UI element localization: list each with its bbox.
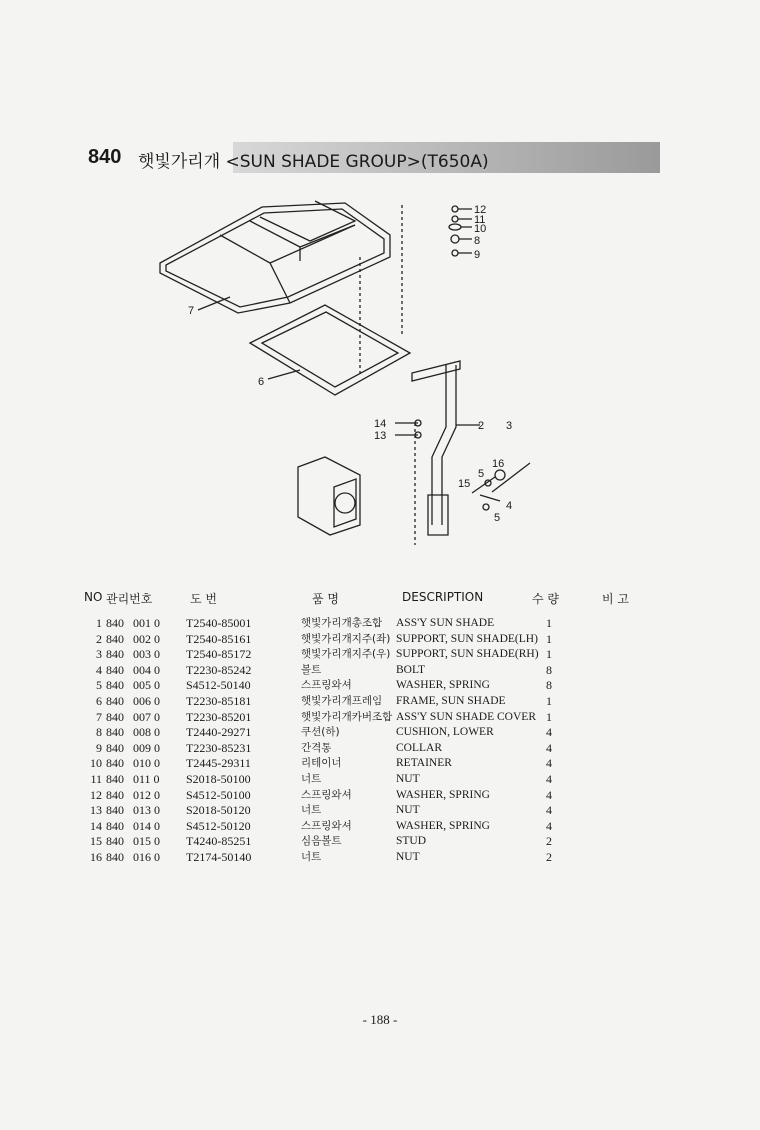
cell-seq: 005 0 [133, 678, 160, 693]
cell-qty: 8 [546, 678, 552, 693]
cell-no: 14 [90, 818, 102, 833]
cell-korean-name: 스프링와셔 [301, 788, 352, 801]
exploded-parts-diagram [150, 195, 570, 565]
cell-part-number: T2445-29311 [186, 756, 251, 771]
header-remark: 비 고 [602, 592, 629, 606]
cell-korean-name: 심음볼트 [301, 835, 342, 848]
cell-korean-name: 햇빛가리개총조합 [301, 617, 383, 629]
cell-qty: 4 [546, 740, 552, 755]
cell-description: NUT [396, 804, 420, 817]
cell-description: COLLAR [396, 741, 442, 754]
table-row [88, 756, 568, 772]
cell-qty: 4 [546, 771, 552, 786]
cell-qty: 1 [546, 631, 552, 646]
cell-description: NUT [396, 772, 420, 785]
table-row [88, 741, 568, 757]
cell-group: 840 [106, 834, 124, 849]
cell-no: 13 [90, 803, 102, 818]
cell-korean-name: 스프링와셔 [301, 679, 352, 692]
cell-no: 10 [90, 756, 102, 771]
cell-group: 840 [106, 631, 124, 646]
cell-qty: 8 [546, 662, 552, 677]
cell-part-number: T2540-85161 [186, 631, 252, 646]
cell-group: 840 [106, 740, 124, 755]
page-number: - 188 - [362, 1012, 398, 1027]
cell-description: WASHER, SPRING [396, 819, 490, 832]
cell-description: WASHER, SPRING [396, 679, 490, 692]
cell-no: 9 [96, 740, 102, 755]
cell-part-number: S2018-50100 [186, 771, 251, 786]
section-number: 840 [88, 146, 122, 168]
cell-qty: 4 [546, 725, 552, 740]
cell-seq: 013 0 [133, 803, 160, 818]
header-drawing: 도 번 [190, 592, 217, 606]
cell-group: 840 [106, 818, 124, 833]
cell-korean-name: 햇빛가리개프레임 [301, 694, 383, 707]
table-header [84, 590, 644, 608]
diagram-label: 14 [374, 418, 387, 430]
table-row [88, 710, 568, 726]
cell-qty: 1 [546, 709, 552, 724]
cell-part-number: S4512-50100 [186, 787, 251, 802]
cell-group: 840 [106, 693, 124, 708]
table-row [88, 834, 568, 850]
cell-group: 840 [106, 647, 124, 662]
cell-qty: 1 [546, 616, 552, 630]
cell-seq: 004 0 [133, 662, 160, 677]
cell-qty: 2 [546, 849, 552, 864]
cell-korean-name: 너트 [301, 772, 322, 785]
cell-part-number: T2540-85001 [186, 616, 252, 630]
cell-no: 2 [96, 631, 102, 646]
cell-qty: 1 [546, 647, 552, 662]
cell-part-number: T2540-85172 [186, 647, 252, 662]
cell-part-number: T2440-29271 [186, 725, 252, 740]
cell-part-number: S4512-50120 [186, 818, 251, 833]
table-row [88, 632, 568, 648]
diagram-label: 11 [474, 214, 486, 226]
table-row [88, 725, 568, 741]
cell-description: SUPPORT, SUN SHADE(LH) [396, 632, 538, 645]
cell-no: 6 [96, 693, 102, 708]
table-row [88, 616, 568, 632]
cell-seq: 012 0 [133, 787, 160, 802]
cell-no: 1 [96, 616, 102, 630]
cell-part-number: T2230-85242 [186, 662, 252, 677]
cell-korean-name: 쿠션(하) [301, 726, 340, 739]
cell-part-number: T2230-85231 [186, 740, 252, 755]
cell-group: 840 [106, 803, 124, 818]
cell-korean-name: 너트 [301, 804, 322, 817]
diagram-label: 12 [474, 204, 487, 216]
cell-description: SUPPORT, SUN SHADE(RH) [396, 648, 539, 661]
diagram-label: 4 [506, 500, 513, 512]
cell-part-number: S2018-50120 [186, 803, 251, 818]
cell-seq: 009 0 [133, 740, 160, 755]
cell-seq: 001 0 [133, 616, 160, 630]
cell-seq: 010 0 [133, 756, 160, 771]
diagram-label: 6 [258, 376, 265, 388]
cell-group: 840 [106, 678, 124, 693]
cell-seq: 015 0 [133, 834, 160, 849]
diagram-label: 13 [374, 430, 387, 442]
diagram-label: 9 [474, 249, 481, 261]
cell-description: FRAME, SUN SHADE [396, 694, 506, 707]
cell-no: 16 [90, 849, 102, 864]
cell-part-number: T4240-85251 [186, 834, 252, 849]
cell-korean-name: 스프링와셔 [301, 819, 352, 832]
cell-seq: 007 0 [133, 709, 160, 724]
cell-group: 840 [106, 616, 124, 630]
table-row [88, 647, 568, 663]
cell-korean-name: 볼트 [301, 663, 322, 676]
header-name: 품 명 [312, 592, 339, 606]
cell-group: 840 [106, 787, 124, 802]
diagram-label: 2 [478, 420, 485, 432]
cell-no: 3 [96, 647, 102, 662]
cell-korean-name: 햇빛가리개지주(우) [301, 648, 391, 661]
section-header [88, 140, 660, 174]
header-qty: 수 량 [532, 592, 559, 606]
cell-korean-name: 간격통 [301, 741, 332, 754]
cell-korean-name: 너트 [301, 850, 322, 863]
table-row [88, 694, 568, 710]
cell-seq: 011 0 [133, 771, 160, 786]
diagram-label: 5 [494, 512, 501, 524]
cell-description: ASS'Y SUN SHADE COVER [396, 710, 536, 723]
diagram-label: 15 [458, 478, 471, 490]
cell-description: STUD [396, 835, 427, 848]
table-row [88, 663, 568, 679]
cell-group: 840 [106, 849, 124, 864]
section-title: 햇빛가리개 <SUN SHADE GROUP>(T650A) [138, 152, 489, 172]
cell-part-number: T2230-85201 [186, 709, 252, 724]
cell-part-number: T2174-50140 [186, 849, 252, 864]
cell-no: 8 [96, 725, 102, 740]
cell-seq: 016 0 [133, 849, 160, 864]
cell-seq: 006 0 [133, 693, 160, 708]
cell-seq: 014 0 [133, 818, 160, 833]
table-row [88, 772, 568, 788]
parts-table [88, 616, 568, 866]
cell-qty: 4 [546, 756, 552, 771]
cell-group: 840 [106, 756, 124, 771]
cell-group: 840 [106, 725, 124, 740]
cell-no: 12 [90, 787, 102, 802]
diagram-label: 3 [506, 420, 513, 432]
cell-qty: 1 [546, 693, 552, 708]
diagram-label: 7 [188, 305, 195, 317]
table-row [88, 788, 568, 804]
table-row [88, 803, 568, 819]
cell-qty: 4 [546, 787, 552, 802]
cell-description: BOLT [396, 663, 425, 676]
table-row [88, 819, 568, 835]
cell-korean-name: 햇빛가리개카버조합 [301, 710, 393, 723]
cell-description: WASHER, SPRING [396, 788, 490, 801]
cell-description: ASS'Y SUN SHADE [396, 617, 495, 629]
cell-group: 840 [106, 709, 124, 724]
cell-description: CUSHION, LOWER [396, 726, 494, 739]
cell-qty: 4 [546, 803, 552, 818]
cell-no: 4 [96, 662, 102, 677]
diagram-label: 16 [492, 458, 505, 470]
header-no: NO [84, 590, 103, 604]
cell-group: 840 [106, 662, 124, 677]
cell-seq: 003 0 [133, 647, 160, 662]
cell-seq: 002 0 [133, 631, 160, 646]
diagram-label: 5 [478, 468, 485, 480]
cell-part-number: S4512-50140 [186, 678, 251, 693]
cell-no: 7 [96, 709, 102, 724]
cell-qty: 4 [546, 818, 552, 833]
cell-group: 840 [106, 771, 124, 786]
cell-no: 5 [96, 678, 102, 693]
header-mgmt: 관리번호 [106, 592, 153, 606]
table-row [88, 678, 568, 694]
header-desc: DESCRIPTION [402, 590, 484, 604]
diagram-label: 8 [474, 235, 481, 247]
cell-description: NUT [396, 850, 420, 863]
diagram-label: 10 [474, 223, 487, 235]
cell-korean-name: 햇빛가리개지주(좌) [301, 632, 391, 645]
cell-qty: 2 [546, 834, 552, 849]
cell-seq: 008 0 [133, 725, 160, 740]
cell-no: 15 [90, 834, 102, 849]
cell-description: RETAINER [396, 757, 452, 770]
cell-korean-name: 리테이너 [301, 757, 342, 770]
cell-no: 11 [90, 771, 102, 786]
cell-part-number: T2230-85181 [186, 693, 252, 708]
table-row [88, 850, 568, 866]
